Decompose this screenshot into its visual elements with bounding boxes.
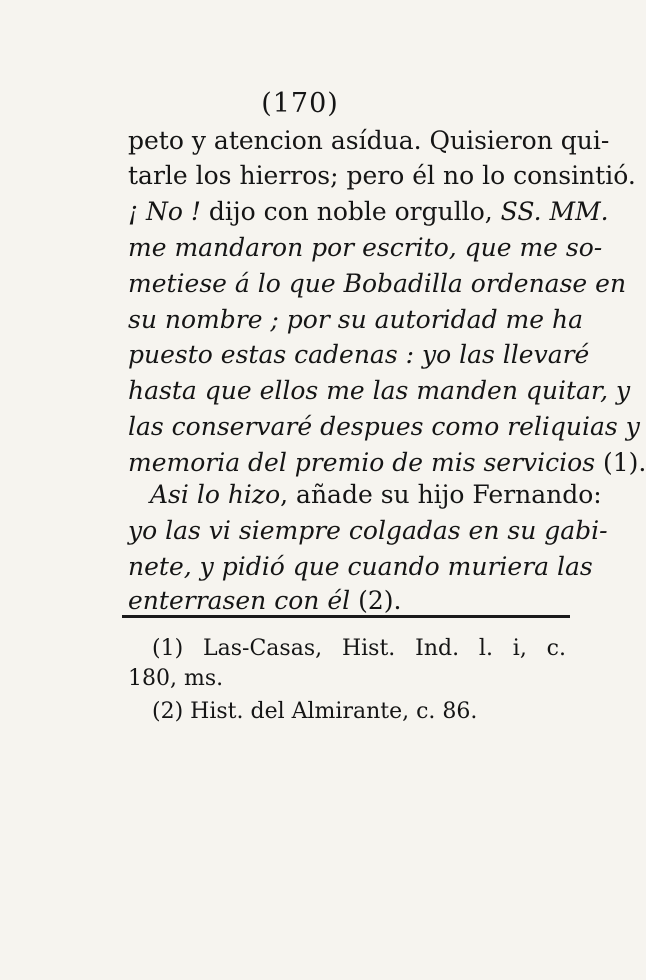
footnote-rule <box>122 615 570 618</box>
enterrasen-text: enterrasen con él <box>128 586 359 615</box>
anade-su-hijo: , añade su hijo Fernando: <box>280 480 602 509</box>
exclamation-no: ¡ No ! <box>128 197 201 226</box>
text-line-9: las conservaré despues como reliquias y <box>128 412 640 441</box>
dijo-con-orgullo: dijo con noble orgullo, <box>200 197 501 226</box>
footnote-ref-1: (1). <box>603 448 646 477</box>
text-line-8: hasta que ellos me las manden quitar, y <box>128 376 631 405</box>
footnote-1: (1) Las-Casas, Hist. Ind. l. i, c. <box>152 636 566 661</box>
text-line-5: metiese á lo que Bobadilla ordenase en <box>128 269 627 298</box>
footnote-2: (2) Hist. del Almirante, c. 86. <box>152 699 478 724</box>
ss-mm: SS. MM. <box>500 197 609 226</box>
page-number: (170) <box>261 88 339 119</box>
text-line-11 <box>150 478 602 512</box>
text-line-3 <box>128 195 609 229</box>
text-line-10 <box>128 446 646 480</box>
text-line-12: yo las vi siempre colgadas en su gabi- <box>128 516 608 545</box>
text-line-7: puesto estas cadenas : yo las llevaré <box>128 340 590 369</box>
text-line-13: nete, y pidió que cuando muriera las <box>128 552 593 581</box>
text-line-6: su nombre ; por su autoridad me ha <box>128 305 583 334</box>
footnote-1-continued: 180, ms. <box>128 666 224 691</box>
text-line-1: peto y atencion asídua. Quisieron qui- <box>128 126 610 155</box>
footnote-ref-2: (2). <box>358 586 402 615</box>
asi-lo-hizo: Asi lo hizo <box>150 480 281 509</box>
text-line-4: me mandaron por escrito, que me so- <box>128 233 603 262</box>
text-line-2: tarle los hierros; pero él no lo consintió. <box>128 161 636 190</box>
memoria-text: memoria del premio de mis servicios <box>128 448 603 477</box>
text-line-14 <box>128 584 568 618</box>
